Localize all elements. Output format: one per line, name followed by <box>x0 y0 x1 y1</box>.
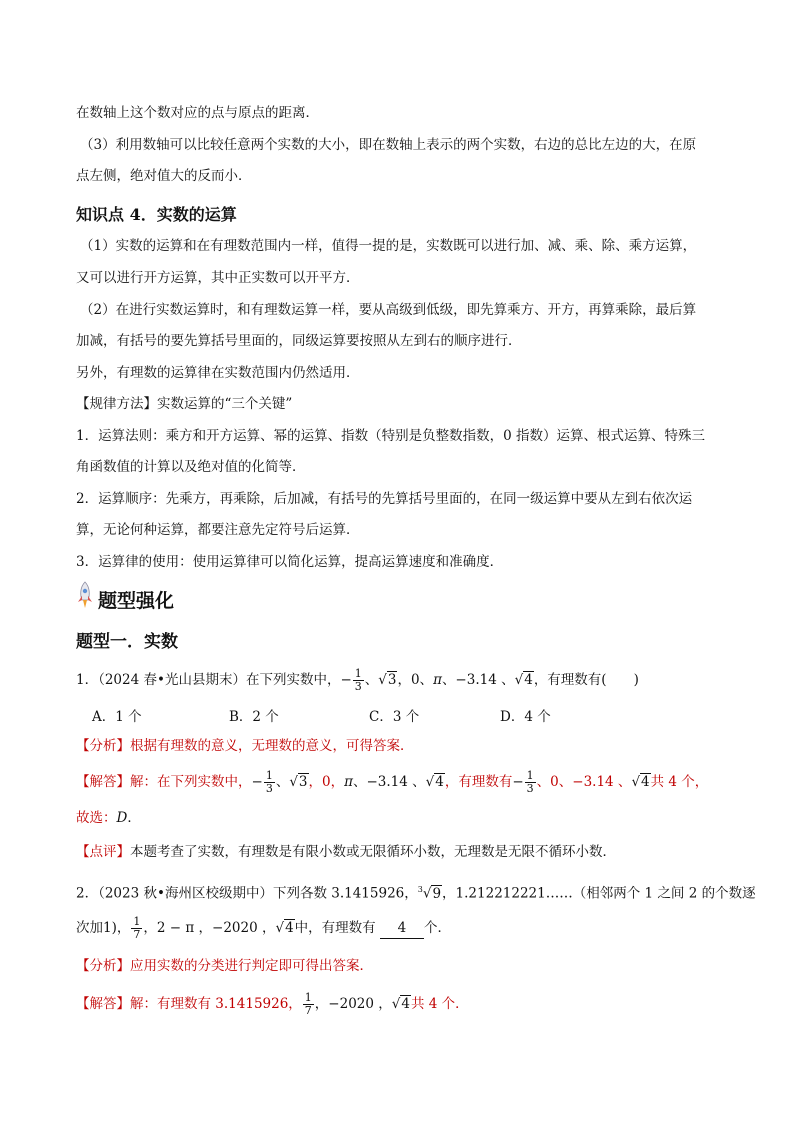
q2-text: ，2 − π ，−2020 ， <box>143 920 276 936</box>
q2-solution <box>76 992 469 1017</box>
text-line: （1）实数的运算和在有理数范围内一样，值得一提的是，实数既可以进行加、减、乘、除、乘方运算， <box>80 238 697 254</box>
fraction <box>353 668 364 693</box>
text-line: 角函数值的计算以及绝对值的化简等． <box>76 459 306 475</box>
fraction <box>525 770 536 795</box>
minus: − <box>512 774 524 790</box>
sqrt-3: √3 <box>378 672 397 688</box>
option-b: B．2 个 <box>229 709 279 725</box>
text-line: 1．运算法则：乘方和开方运算、幂的运算、指数（特别是负整数指数，0 指数）运算、根式运算、特殊三 <box>76 428 705 444</box>
sep: 、 <box>275 774 290 790</box>
radicand: 4 <box>524 672 533 688</box>
q1-text: 、−3.14 、 <box>441 672 515 688</box>
radicand: 4 <box>641 774 650 790</box>
solution-text: 解：在下列实数中， <box>130 774 252 790</box>
q1-comment <box>76 842 616 862</box>
text-line: 【规律方法】实数运算的“三个关键” <box>76 396 293 412</box>
option-a: A．1 个 <box>92 709 142 725</box>
minus: − <box>251 774 263 790</box>
comment-text: 本题考查了实数，有理数是有限小数或无限循环小数，无理数是无限不循环小数． <box>130 844 616 860</box>
fraction-num: 1 <box>265 769 273 782</box>
sqrt-4: √4 <box>514 672 533 688</box>
radicand: 4 <box>285 920 294 936</box>
text-line: 2．运算顺序：先乘方，再乘除，后加减，有括号的先算括号里面的，在同一级运算中要从左到右依次运 <box>76 491 693 507</box>
q1-intro: 1．（2024 春•光山县期末）在下列实数中， <box>76 672 341 688</box>
solution-text: ，−2020 ， <box>314 996 392 1012</box>
analysis-text: 应用实数的分类进行判定即可得出答案． <box>130 958 373 974</box>
q2-analysis <box>76 956 373 976</box>
q2-text: ，1.212212221……（相邻两个 1 之间 2 的个数逐 <box>442 885 756 902</box>
fraction <box>264 770 275 795</box>
pi: π <box>344 774 353 790</box>
question-1 <box>76 668 639 693</box>
answer-blank: 4 <box>380 918 424 939</box>
text-line: 算，无论何种运算，都要注意先定符号后运算． <box>76 522 360 538</box>
q1-analysis <box>76 736 414 756</box>
radicand: 3 <box>387 672 397 688</box>
solution-tag: 【解答】 <box>76 774 130 790</box>
q2-text: 次加1)， <box>76 920 131 936</box>
sqrt-4: √4 <box>275 920 294 936</box>
cube-root-9: $^3$√9 <box>417 885 442 902</box>
text-line: 加减，有括号的要先算括号里面的，同级运算要按照从左到右的顺序进行． <box>76 333 522 349</box>
fraction-den: 7 <box>304 1004 312 1017</box>
fraction-den: 3 <box>526 782 534 795</box>
fraction-num: 1 <box>354 667 362 680</box>
q1-tail: ，有理数有( ) <box>533 672 639 688</box>
q2-intro: 2．（2023 秋•海州区校级期中）下列各数 3.1415926， <box>76 885 418 902</box>
analysis-tag: 【分析】 <box>76 958 130 974</box>
q1-choice <box>76 808 141 828</box>
rocket-icon <box>74 581 96 609</box>
fraction-num: 1 <box>526 769 534 782</box>
question-2-line2 <box>76 916 451 941</box>
analysis-text: 根据有理数的意义，无理数的意义，可得答案． <box>130 738 414 754</box>
fraction-den: 3 <box>354 680 362 693</box>
solution-text: 共 4 个， <box>650 774 709 790</box>
fraction-num: 1 <box>133 915 141 928</box>
fraction-den: 3 <box>265 782 273 795</box>
radicand: 4 <box>435 774 444 790</box>
solution-text: ，0， <box>308 774 345 790</box>
fraction <box>303 992 314 1017</box>
q2-text: 个． <box>423 920 451 936</box>
choice-letter: D <box>116 810 128 826</box>
solution-text: 共 4 个． <box>410 996 469 1012</box>
solution-tag: 【解答】 <box>76 996 130 1012</box>
text-line: 另外，有理数的运算律在实数范围内仍然适用． <box>76 365 360 381</box>
radicand: 9 <box>432 885 442 902</box>
fraction-den: 7 <box>133 928 141 941</box>
choice-text: ． <box>127 810 141 826</box>
radicand: 4 <box>401 996 410 1012</box>
text-line: （3）利用数轴可以比较任意两个实数的大小，即在数轴上表示的两个实数，右边的总比左边的大，在原 <box>80 137 697 153</box>
option-d: D．4 个 <box>500 709 551 725</box>
q1-solution <box>76 770 708 795</box>
sqrt-4: √4 <box>425 774 444 790</box>
fraction <box>131 916 142 941</box>
text-line: 3．运算律的使用：使用运算律可以简化运算，提高运算速度和准确度． <box>76 554 504 570</box>
choice-text: 故选： <box>76 810 117 826</box>
section-title: 题型强化 <box>98 590 175 612</box>
radicand: 3 <box>298 774 308 790</box>
root-index: 3 <box>417 885 423 894</box>
text-line: 点左侧，绝对值大的反而小． <box>76 168 252 184</box>
analysis-tag: 【分析】 <box>76 738 130 754</box>
sqrt-4: √4 <box>391 996 410 1012</box>
option-c: C．3 个 <box>369 709 420 725</box>
solution-text: 解：有理数有 3.1415926， <box>130 996 302 1012</box>
q2-text: 中，有理数有 <box>294 920 376 936</box>
sqrt-4: √4 <box>631 774 650 790</box>
fraction-num: 1 <box>304 991 312 1004</box>
text-line: 在数轴上这个数对应的点与原点的距离． <box>76 105 319 121</box>
section-heading: 知识点 4．实数的运算 <box>76 205 237 224</box>
subsection-title: 题型一．实数 <box>76 632 178 652</box>
solution-text: 、−3.14 、 <box>352 774 426 790</box>
question-2 <box>76 880 756 904</box>
sqrt-3: √3 <box>289 774 308 790</box>
solution-text: ，有理数有 <box>444 774 513 790</box>
solution-text: 、0、−3.14 、 <box>536 774 632 790</box>
minus: − <box>340 672 352 688</box>
comment-tag: 【点评】 <box>76 844 130 860</box>
pi: π <box>433 672 442 688</box>
sep: 、 <box>364 672 379 688</box>
text-line: 又可以进行开方运算，其中正实数可以开平方． <box>76 270 360 286</box>
q1-text: ，0、 <box>397 672 434 688</box>
text-line: （2）在进行实数运算时，和有理数运算一样，要从高级到低级，即先算乘方、开方，再算乘除，最后算 <box>80 302 697 318</box>
